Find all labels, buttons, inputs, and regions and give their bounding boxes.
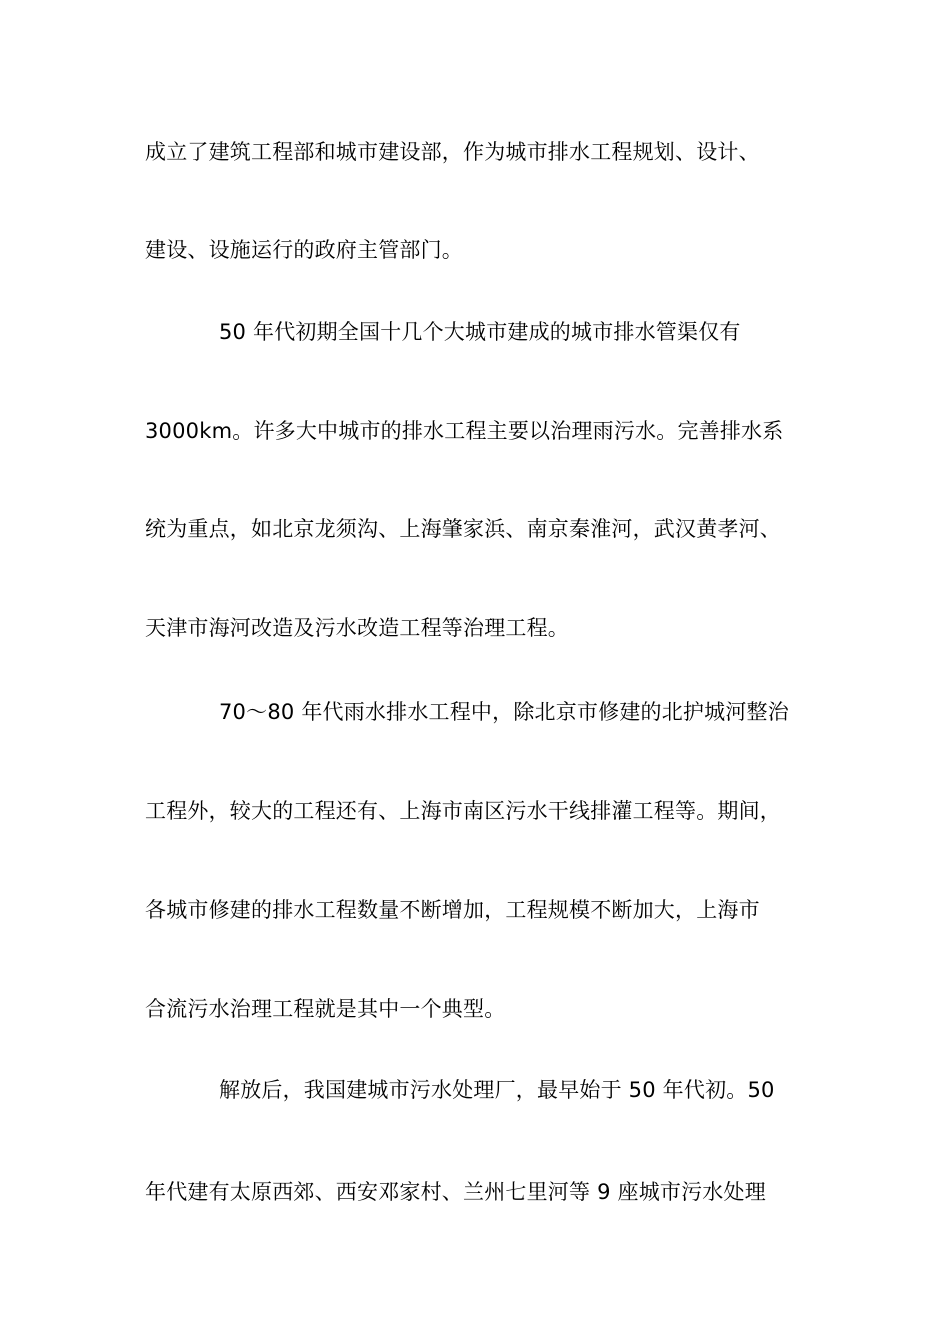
paragraph-4-line-1: 解放后，我国建城市污水处理厂，最早始于 50 年代初。50 (219, 1078, 775, 1102)
paragraph-2-line-2: 3000km。许多大中城市的排水工程主要以治理雨污水。完善排水系 (145, 419, 784, 443)
paragraph-1-line-1: 成立了建筑工程部和城市建设部，作为城市排水工程规划、设计、 (145, 140, 760, 164)
paragraph-3-line-4: 合流污水治理工程就是其中一个典型。 (145, 997, 506, 1021)
paragraph-3-line-2: 工程外，较大的工程还有、上海市南区污水干线排灌工程等。期间， (145, 799, 781, 823)
paragraph-2-line-3: 统为重点，如北京龙须沟、上海肇家浜、南京秦淮河，武汉黄孝河、 (145, 517, 781, 541)
paragraph-2-line-4: 天津市海河改造及污水改造工程等治理工程。 (145, 616, 569, 640)
paragraph-2-line-1: 50 年代初期全国十几个大城市建成的城市排水管渠仅有 (219, 320, 741, 344)
paragraph-1-line-2: 建设、设施运行的政府主管部门。 (145, 238, 463, 262)
paragraph-3-line-1: 70～80 年代雨水排水工程中，除北京市修建的北护城河整治 (219, 700, 789, 724)
paragraph-3-line-3: 各城市修建的排水工程数量不断增加，工程规模不断加大，上海市 (145, 898, 760, 922)
paragraph-4-line-2: 年代建有太原西郊、西安邓家村、兰州七里河等 9 座城市污水处理 (145, 1180, 766, 1204)
